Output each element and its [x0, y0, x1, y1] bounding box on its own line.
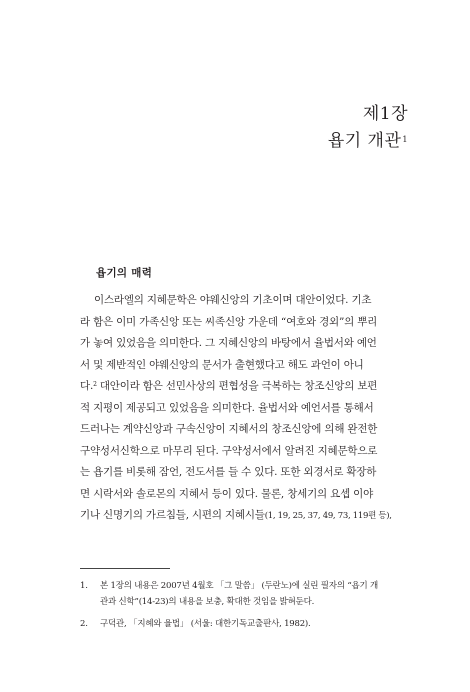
footnote-1	[80, 578, 420, 610]
psalm-references: (1, 19, 25, 37, 49, 73, 119편 등),	[264, 511, 392, 521]
footnotes	[80, 578, 420, 638]
section-heading: 욥기의 매력	[96, 267, 153, 279]
body-line: 가 놓여 있었음을 의미한다. 그 지혜신앙의 바탕에서 율법서와 예언	[80, 337, 377, 349]
footnote-2	[80, 616, 420, 632]
chapter-title-text: 욥기 개관	[327, 131, 402, 151]
body-line	[80, 376, 412, 398]
body-line: 는 욥기를 비롯해 잠언, 전도서를 들 수 있다. 또한 외경서로 확장하	[80, 466, 377, 478]
footnote-ref-2[interactable]: 2	[93, 381, 97, 388]
body-line: 라 함은 이미 가족신앙 또는 씨족신앙 가운데 “여호와 경외”의 뿌리	[80, 315, 378, 328]
body-line: 구약성서신학으로 마무리 된다. 구약성서에서 알려진 지혜문학으로	[80, 444, 378, 457]
body-line-text: 기나 신명기의 가르침들, 시편의 지혜시들	[80, 509, 265, 521]
body-line	[80, 505, 412, 528]
body-line: 면 시락서와 솔로몬의 지혜서 등이 있다. 물론, 창세기의 요셉 이야	[80, 487, 374, 500]
body-line: 이스라엘의 지혜문학은 야웨신앙의 기초이며 대안이었다. 기초	[94, 294, 372, 306]
footnote-line: 관과 신학”(14-23)의 내용을 보충, 확대한 것임을 밝혀둔다.	[100, 597, 315, 607]
chapter-number: 제1장	[362, 104, 408, 124]
footnote-number: 1.	[80, 581, 88, 591]
body-line: 적 지평이 제공되고 있었음을 의미한다. 율법서와 예언서를 통해서	[80, 401, 374, 414]
footnote-line: 구덕관, 「지혜와 율법」 (서울: 대한기독교출판사, 1982).	[100, 619, 311, 629]
footnote-divider	[80, 568, 170, 569]
body-line-start: 다.	[80, 380, 94, 392]
footnote-line: 본 1장의 내용은 2007년 4월호 「그 말씀」 (두란노)에 실린 필자의 “욥기 개	[100, 581, 379, 591]
chapter-title	[328, 128, 408, 154]
body-line-rest: 대안이라 함은 선민사상의 편협성을 극복하는 창조신앙의 보편	[99, 380, 378, 392]
footnote-number: 2.	[80, 619, 88, 629]
body-line: 드러나는 계약신앙과 구속신앙이 지혜서의 창조신앙에 의해 완전한	[80, 423, 378, 435]
body-line: 서 및 제반적인 야웨신앙의 문서가 출현했다고 해도 과언이 아니	[80, 358, 364, 371]
footnote-ref-1[interactable]: 1	[402, 135, 408, 144]
chapter-heading	[328, 102, 408, 154]
body-paragraph	[80, 290, 412, 528]
